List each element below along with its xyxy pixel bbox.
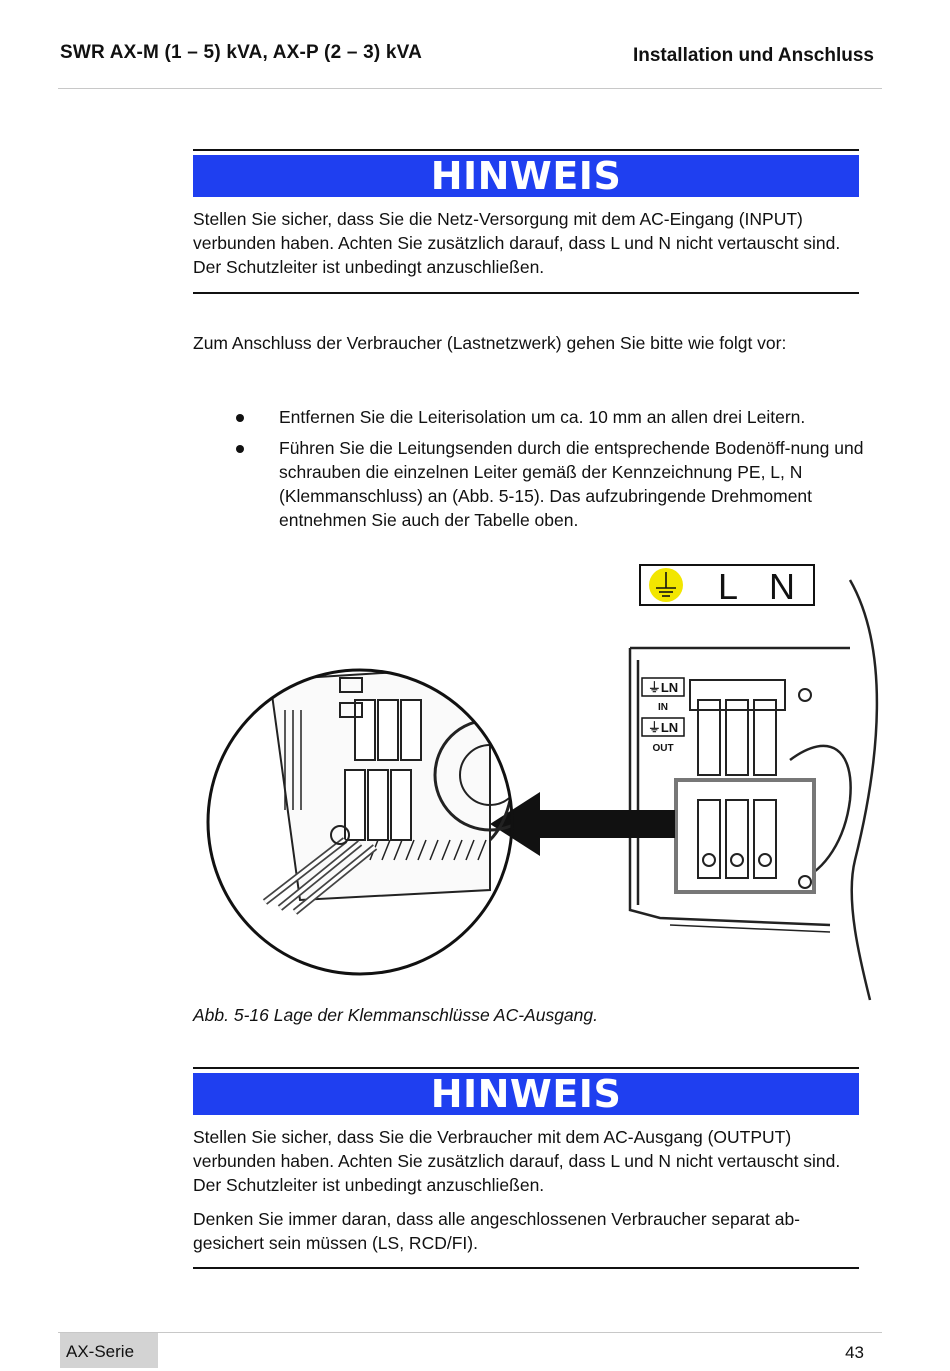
header-divider bbox=[58, 88, 882, 89]
list-item-text: Führen Sie die Leitungsenden durch die entsprechende Bodenöff-nung und schrauben die einzelnen Leiter gemäß der Kennzeichnung PE, L, N (Klemmanschluss) an (Abb. 5-15). Das aufzubringende Drehmoment entnehmen Sie auch der Tabelle oben. bbox=[279, 438, 864, 530]
note-banner: HINWEIS bbox=[193, 155, 859, 197]
label-in: IN bbox=[658, 702, 668, 713]
note-text: Denken Sie immer daran, dass alle angeschlossenen Verbraucher separat ab-gesichert sein müssen (LS, RCD/FI). bbox=[193, 1209, 801, 1253]
terminal-legend bbox=[640, 565, 814, 607]
terminal-location-figure bbox=[190, 560, 880, 1010]
list-item bbox=[228, 405, 868, 429]
note-text: Stellen Sie sicher, dass Sie die Netz-Versorgung mit dem AC-Eingang (INPUT) verbunden haben. Achten Sie zusätzlich darauf, dass L und N nicht vertauscht sind. Der Schutzleiter ist unbedingt anzuschließen. bbox=[193, 209, 841, 277]
hinweis-box-output bbox=[193, 1067, 859, 1269]
footer-divider bbox=[58, 1332, 882, 1333]
note-text: Stellen Sie sicher, dass Sie die Verbraucher mit dem AC-Ausgang (OUTPUT) verbunden haben. Achten Sie zusätzlich darauf, dass L und N nicht vertauscht sind. Der Schutzleiter ist unbedingt anzuschließen. bbox=[193, 1127, 841, 1195]
bullet-icon bbox=[236, 445, 244, 453]
label-out: OUT bbox=[652, 743, 674, 754]
input-terminal-block bbox=[690, 680, 785, 775]
note-bottom-rule bbox=[193, 1267, 859, 1269]
header-product-title: SWR AX-M (1 – 5) kVA, AX-P (2 – 3) kVA bbox=[60, 42, 422, 63]
note-bottom-rule bbox=[193, 292, 859, 294]
list-item-text: Entfernen Sie die Leiterisolation um ca. 10 mm an allen drei Leitern. bbox=[279, 407, 806, 427]
svg-text:⏚LN: ⏚LN bbox=[647, 720, 679, 735]
terminal-labels bbox=[642, 678, 684, 754]
note-top-rule bbox=[193, 149, 859, 151]
page-number: 43 bbox=[845, 1343, 864, 1362]
figure-caption: Abb. 5-16 Lage der Klemmanschlüsse AC-Ausgang. bbox=[193, 1005, 598, 1025]
instruction-list bbox=[228, 405, 868, 539]
header-section-title: Installation und Anschluss bbox=[632, 45, 874, 66]
svg-text:⏚LN: ⏚LN bbox=[647, 680, 679, 695]
legend-n-label: N bbox=[769, 566, 795, 607]
hinweis-box-input bbox=[193, 149, 859, 294]
arrow-icon bbox=[490, 792, 675, 856]
output-terminal-block bbox=[676, 780, 814, 892]
list-item bbox=[228, 436, 868, 532]
footer-series-label: AX-Serie bbox=[60, 1333, 158, 1368]
bullet-icon bbox=[236, 414, 244, 422]
note-top-rule bbox=[193, 1067, 859, 1069]
legend-l-label: L bbox=[717, 566, 739, 607]
intro-paragraph: Zum Anschluss der Verbraucher (Lastnetzwerk) gehen Sie bitte wie folgt vor: bbox=[193, 333, 787, 353]
note-banner: HINWEIS bbox=[193, 1073, 859, 1115]
